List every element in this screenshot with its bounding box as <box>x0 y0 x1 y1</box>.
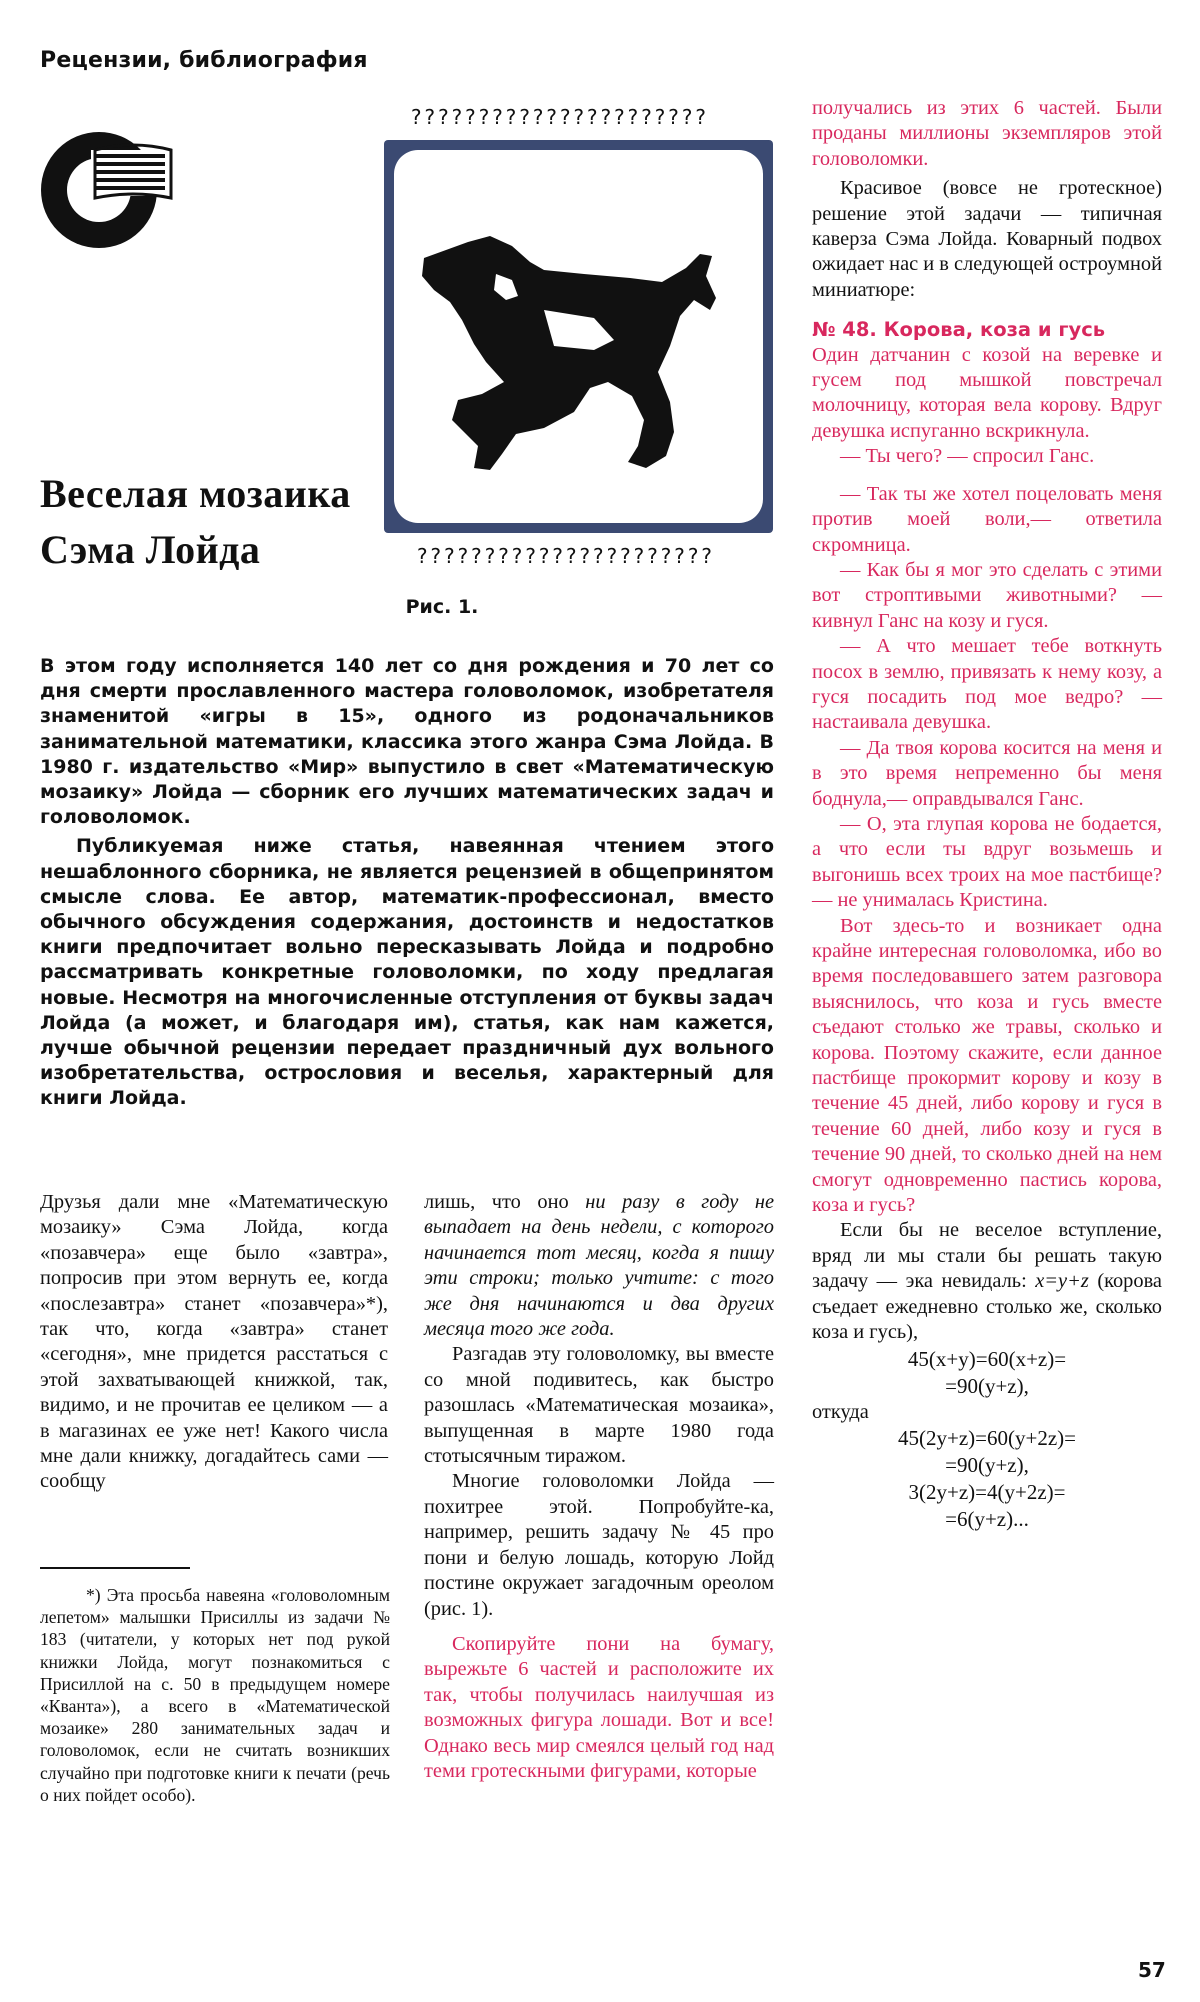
figure-frame <box>384 140 773 533</box>
col2-paragraph-3: Многие головоломки Лойда — похитрее этой. Попробуйте-ка, например, решить задачу № 45 про пони и белую лошадь, которую Лойд постине окружает загадочным ореолом (рис. 1). <box>424 1470 774 1620</box>
footnote-rule <box>40 1567 190 1569</box>
col3-conclusion <box>812 1218 1162 1345</box>
puzzle48-paragraph: Один датчанин с козой на веревке и гусем под мышкой повстречал молочницу, которая вела корову. Вдруг девушка испуганно вскрикнула. <box>812 343 1162 442</box>
puzzle48-paragraph: — Ты чего? — спросил Ганс. <box>840 445 1095 468</box>
question-marks-bottom: ?????????????????????? <box>416 544 714 568</box>
footnote-text: *) Эта просьба навеяна «головоломным лепетом» малышки Присиллы из задачи № 183 (читатели, у которых нет под рукой книжки Лойда, могут познакомиться с Присиллой на с. 50 в предыдущем номере «Кванта»), а всего в «Математической мозаике» 280 занимательных задач и головоломок, если не считать возникших случайно при подготовке книги к печати (речь о них пойдет особо). <box>40 1585 390 1805</box>
page-number: 57 <box>1138 1958 1166 1982</box>
puzzle48-paragraph: — А что мешает тебе воткнуть посох в землю, привязать к нему козу, а гуся посадить под мое ведро? — настаивала девушка. <box>812 635 1162 734</box>
equation-2a: 45(2y+z)=60(y+2z)= <box>898 1425 1076 1450</box>
article-title-line2: Сэма Лойда <box>40 527 261 572</box>
intro-paragraph: В этом году исполняется 140 лет со дня рождения и 70 лет со дня смерти прославленного мастера головоломок, изобретателя знаменитой «игры в 15», одного из родоначальников занимательной математики, классика этого жанра Сэма Лойда. В 1980 г. издательство «Мир» выпустило в свет «Математическую мозаику» Лойда — сборник его лучших математических задач и головоломок. <box>40 655 774 829</box>
column-1 <box>40 1190 388 1495</box>
article-title-line1: Веселая мозаика <box>40 471 351 516</box>
col3-conclusion-text-2: (корова съедает ежедневно столько же, сколько коза и гусь), <box>812 1270 1162 1344</box>
col2-p1-italic: ни разу в году не выпадает на день недели, с которого начинается тот месяц, когда я пишу эти строки; только учтите: с того же дня начинаются и два других месяца того же года. <box>424 1191 774 1341</box>
footnote <box>40 1584 390 1806</box>
puzzle48-paragraph: — Как бы я мог это сделать с этими вот строптивыми животными? — кивнул Ганс на козу и гуся. <box>812 558 1162 632</box>
question-marks-top: ?????????????????????? <box>410 105 708 129</box>
figure-inner <box>394 150 763 523</box>
magazine-logo-icon <box>35 120 175 260</box>
col1-paragraph: Друзья дали мне «Математическую мозаику» Сэма Лойда, когда «позавчера» еще было «завтра», попросив при этом вернуть ее, когда «послезавтра» станет «позавчера»*), так что, когда «завтра» станет «сегодня», мне придется расстаться с этой захватывающей книжкой, так, видимо, и не прочитав ее целиком — а в магазинах ее уже нет! Какого числа мне дали книжку, догадайтесь сами — сообщу <box>40 1191 388 1493</box>
puzzle48-paragraph: — О, эта глупая корова не бодается, а что если ты вдруг возьмешь и выгонишь всех троих на мое пастбище? — не унималась Кристина. <box>812 812 1162 912</box>
section-title: Рецензии, библиография <box>40 48 368 73</box>
equation-2 <box>812 1425 1162 1533</box>
figure-caption: Рис. 1. <box>405 596 479 618</box>
col3-paragraph-1: получались из этих 6 частей. Были проданы миллионы экземпляров этой головоломки. <box>812 97 1162 170</box>
puzzle48-paragraph: — Так ты же хотел поцеловать меня против моей воли,— ответила скромница. <box>812 482 1162 556</box>
column-3 <box>812 96 1162 1533</box>
inline-equation: x=y+z <box>1035 1270 1089 1293</box>
article-title <box>40 466 370 578</box>
puzzle48-heading: № 48. Корова, коза и гусь <box>812 318 1106 342</box>
equation-2b: =90(y+z), <box>945 1452 1029 1477</box>
article-intro <box>40 654 774 1112</box>
col2-paragraph-2: Разгадав эту головоломку, вы вместе со мной подивитесь, как быстро разошлась «Математическая мозаика», выпущенная в марте 1980 года стотысячным тиражом. <box>424 1343 774 1468</box>
intro-paragraph: Публикуемая ниже статья, навеянная чтением этого нешаблонного сборника, не является рецензией в общепринятом смысле слова. Ее автор, математик-профессионал, вместо обычного обсуждения содержания, достоинств и недостатков книги предпочитает вольно пересказывать Лойда и подробно рассматривать конкретные головоломки, по ходу предлагая новые. Несмотря на многочисленные отступления от буквы задач Лойда (а может, и благодаря им), статья, как нам кажется, лучше обычной рецензии передает праздничный дух вольного изобретательства, острословия и веселья, характерный для книги Лойда. <box>40 835 774 1110</box>
equation-3b: =6(y+z)... <box>945 1506 1029 1531</box>
equation-1b: =90(y+z), <box>945 1373 1029 1398</box>
equation-1a: 45(x+y)=60(x+z)= <box>907 1346 1067 1371</box>
column-2 <box>424 1190 774 1784</box>
col3-conclusion-text: Если бы не веселое вступление, вряд ли мы стали бы решать такую задачу — эка невидаль: <box>812 1219 1162 1293</box>
col2-paragraph-1 <box>424 1190 774 1342</box>
puzzle48-paragraph: — Да твоя корова косится на меня и в это время непременно бы меня боднула,— оправдывался Ганс. <box>812 736 1162 810</box>
equation-1 <box>812 1346 1162 1400</box>
equation-3a: 3(2y+z)=4(y+2z)= <box>908 1479 1066 1504</box>
pony-silhouette-icon <box>394 150 763 523</box>
col3-paragraph-2: Красивое (вовсе не гротескное) решение этой задачи — типичная каверза Сэма Лойда. Коварный подвох ожидает нас и в следующей остроумной миниатюре: <box>812 177 1162 301</box>
puzzle45-text: Скопируйте пони на бумагу, вырежьте 6 частей и расположите их так, чтобы получилась наилучшая из возможных фигура лошади. Вот и все! Однако весь мир смеялся целый год над теми гротескными фигурами, которые <box>424 1632 774 1782</box>
col2-p1-plain: лишь, что оно <box>424 1191 586 1213</box>
puzzle48-paragraph: Вот здесь-то и возникает одна крайне интересная головоломка, ибо во время последовавшего затем разговора выяснилось, что коза и гусь вместе съедают столько же травы, сколько и корова. Поэтому скажите, если данное пастбище прокормит корову и козу в течение 45 дней, либо корову и гуся в течение 60 дней, либо козу и гуся в течение 90 дней, то сколько дней на нем смогут одновременно пастись корова, коза и гусь? <box>812 914 1162 1217</box>
otkuda-label: откуда <box>812 1400 869 1423</box>
